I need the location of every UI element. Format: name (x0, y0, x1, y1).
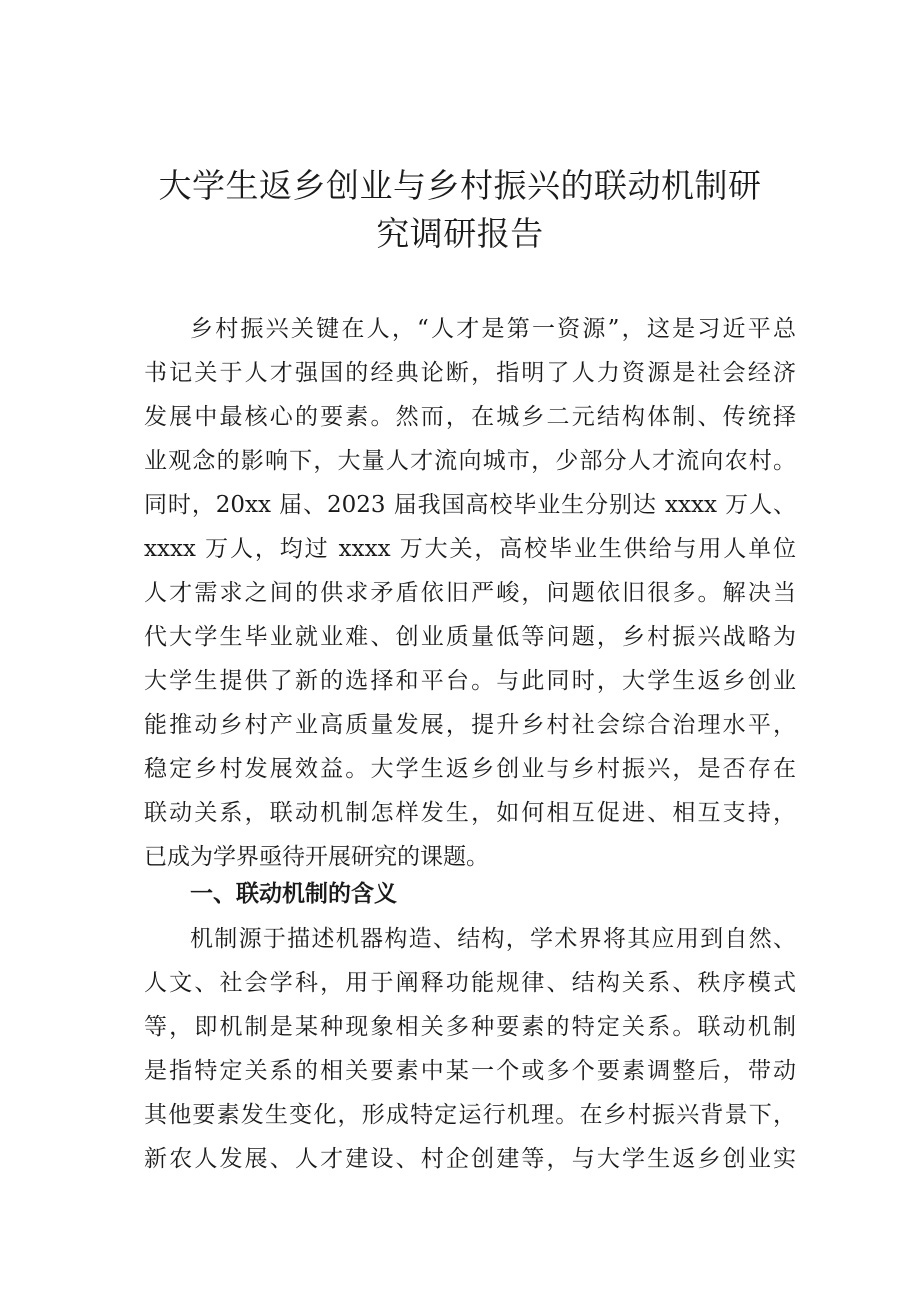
paragraph-line: 联动关系，联动机制怎样发生，如何相互促进、相互支持， (144, 800, 796, 826)
paragraph-line: 人文、社会学科，用于阐释功能规律、结构关系、秩序模式 (144, 970, 796, 996)
paragraph-line: 机制源于描述机器构造、结构，学术界将其应用到自然、 (190, 926, 796, 952)
paragraph-line: 能推动乡村产业高质量发展，提升乡村社会综合治理水平， (144, 712, 796, 738)
paragraph-line: 是指特定关系的相关要素中某一个或多个要素调整后，带动 (144, 1058, 796, 1084)
paragraph-line: 业观念的影响下，大量人才流向城市，少部分人才流向农村。 (144, 448, 796, 474)
paragraph-line: 乡村振兴关键在人，“人才是第一资源”，这是习近平总 (190, 316, 796, 342)
paragraph-line: 大学生提供了新的选择和平台。与此同时，大学生返乡创业 (144, 668, 796, 694)
section-heading: 一、联动机制的含义 (190, 881, 397, 907)
document-title-line1: 大学生返乡创业与乡村振兴的联动机制研 (158, 166, 762, 205)
document-title-line2: 究调研报告 (376, 214, 544, 253)
paragraph-line: xxxx 万人，均过 xxxx 万大关，高校毕业生供给与用人单位 (144, 536, 796, 562)
paragraph-line: 新农人发展、人才建设、村企创建等，与大学生返乡创业实 (144, 1146, 796, 1172)
paragraph-line: 发展中最核心的要素。然而，在城乡二元结构体制、传统择 (144, 404, 796, 430)
paragraph-line: 其他要素发生变化，形成特定运行机理。在乡村振兴背景下， (144, 1102, 796, 1128)
paragraph-line: 等，即机制是某种现象相关多种要素的特定关系。联动机制 (144, 1014, 796, 1040)
paragraph-line: 人才需求之间的供求矛盾依旧严峻，问题依旧很多。解决当 (144, 580, 796, 606)
paragraph-line: 代大学生毕业就业难、创业质量低等问题，乡村振兴战略为 (144, 624, 796, 650)
paragraph-line: 稳定乡村发展效益。大学生返乡创业与乡村振兴，是否存在 (144, 756, 796, 782)
paragraph-line: 同时，20xx 届、2023 届我国高校毕业生分别达 xxxx 万人、 (144, 492, 796, 518)
paragraph-line: 书记关于人才强国的经典论断，指明了人力资源是社会经济 (144, 360, 796, 386)
paragraph-line: 已成为学界亟待开展研究的课题。 (144, 844, 489, 870)
